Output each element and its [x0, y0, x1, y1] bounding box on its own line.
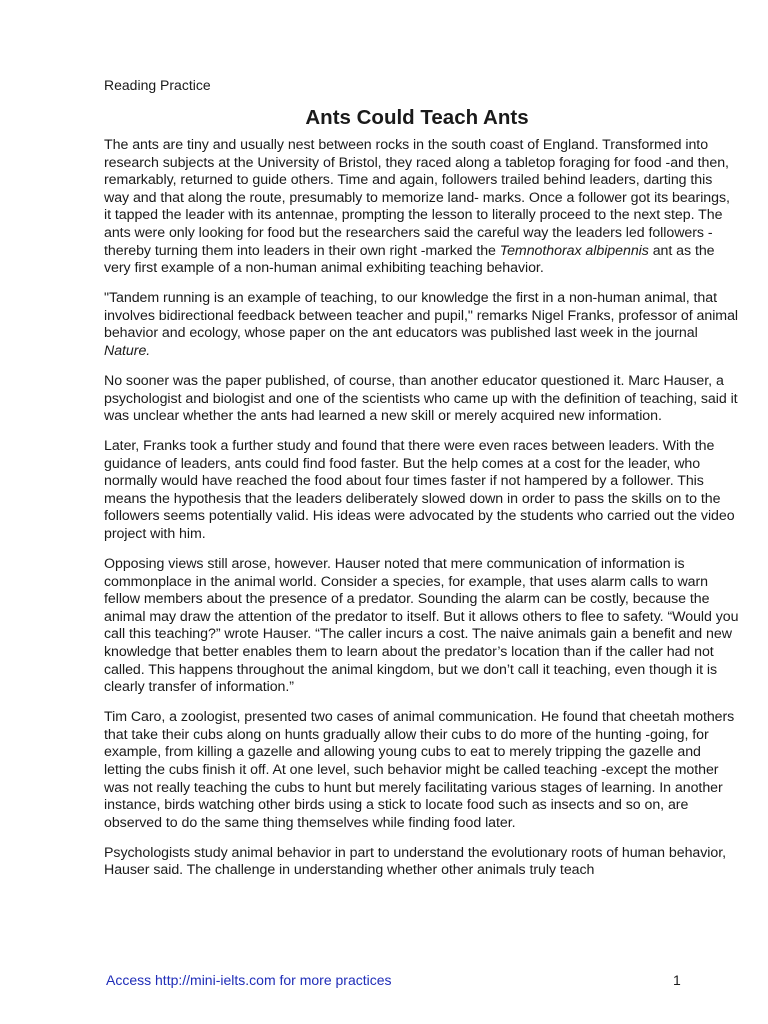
paragraph-5: Opposing views still arose, however. Hauser noted that mere communication of information is commonplace in the animal world. Consider a species, for example, that uses alarm calls to warn fellow members about the presence of a predator. Sounding the alarm can be costly, because the animal may draw the attention of the predator to itself. But it allows others to flee to safety. “Would you call this teaching?” wrote Hauser. “The caller incurs a cost. The naive animals gain a benefit and new knowledge that better enables them to learn about the predator’s location than if the caller had not called. This happens throughout the animal kingdom, but we don’t call it teaching, even though it is clearly transfer of information.” [104, 556, 739, 696]
paragraph-1 [104, 137, 740, 278]
paragraph-3: No sooner was the paper published, of course, than another educator questioned it. Marc Hauser, a psychologist and biologist and one of the scientists who came up with the definition of teaching, said it was unclear whether the ants had learned a new skill or merely acquired new information. [104, 372, 738, 425]
section-label: Reading Practice [104, 77, 211, 93]
paragraph-6: Tim Caro, a zoologist, presented two cases of animal communication. He found that cheetah mothers that take their cubs along on hunts gradually allow their cubs to do more of the hunting -going, for example, from killing a gazelle and allowing young cubs to eat to merely tripping the gazelle and letting the cubs finish it off. At one level, such behavior might be called teaching -except the mother was not really teaching the cubs to hunt but merely facilitating various stages of learning. In another instance, birds watching other birds using a stick to locate food such as insects and so on, are observed to do the same thing themselves while finding food later. [104, 709, 735, 831]
paragraph-2 [104, 290, 740, 360]
paragraph-7: Psychologists study animal behavior in part to understand the evolutionary roots of human behavior, Hauser said. The challenge in understanding whether other animals truly teach [104, 844, 727, 879]
paragraph-4: Later, Franks took a further study and found that there were even races between leaders. With the guidance of leaders, ants could find food faster. But the help comes at a cost for the leader, who normally would have reached the food about four times faster if not hampered by a follower. This means the hypothesis that the leaders deliberately slowed down in order to pass the skills on to the followers seems potentially valid. His ideas were advocated by the students who carried out the video project with him. [104, 438, 735, 543]
article-title: Ants Could Teach Ants [305, 106, 529, 129]
paragraph-2-text: "Tandem running is an example of teaching, to our knowledge the first in a non-human animal, that involves bidirectional feedback between teacher and pupil," remarks Nigel Franks, professor of animal behavior and ecology, whose paper on the ant educators was published last week in the journal [104, 290, 739, 342]
paragraph-1-text: The ants are tiny and usually nest between rocks in the south coast of England. Transformed into research subjects at the University of Bristol, they raced along a tabletop foraging for food -and then, remarkably, returned to guide others. Time and again, followers trailed behind leaders, darting this way and that along the route, presumably to memorize land- marks. Once a follower got its bearings, it tapped the leader with its antennae, prompting the lesson to literally proceed to the next step. The ants were only looking for food but the researchers said the careful way the leaders led followers -thereby turning them into leaders in their own right -marked the [104, 137, 730, 259]
article-body [104, 137, 740, 880]
page-number: 1 [673, 972, 681, 988]
journal-name: Nature. [104, 342, 151, 359]
footer-link[interactable]: Access http://mini-ielts.com for more practices [106, 972, 392, 988]
species-name: Temnothorax albipennis [499, 242, 649, 259]
paragraph-1-text-end: ant as the very first example of a non-human animal exhibiting teaching behavior. [104, 242, 715, 277]
